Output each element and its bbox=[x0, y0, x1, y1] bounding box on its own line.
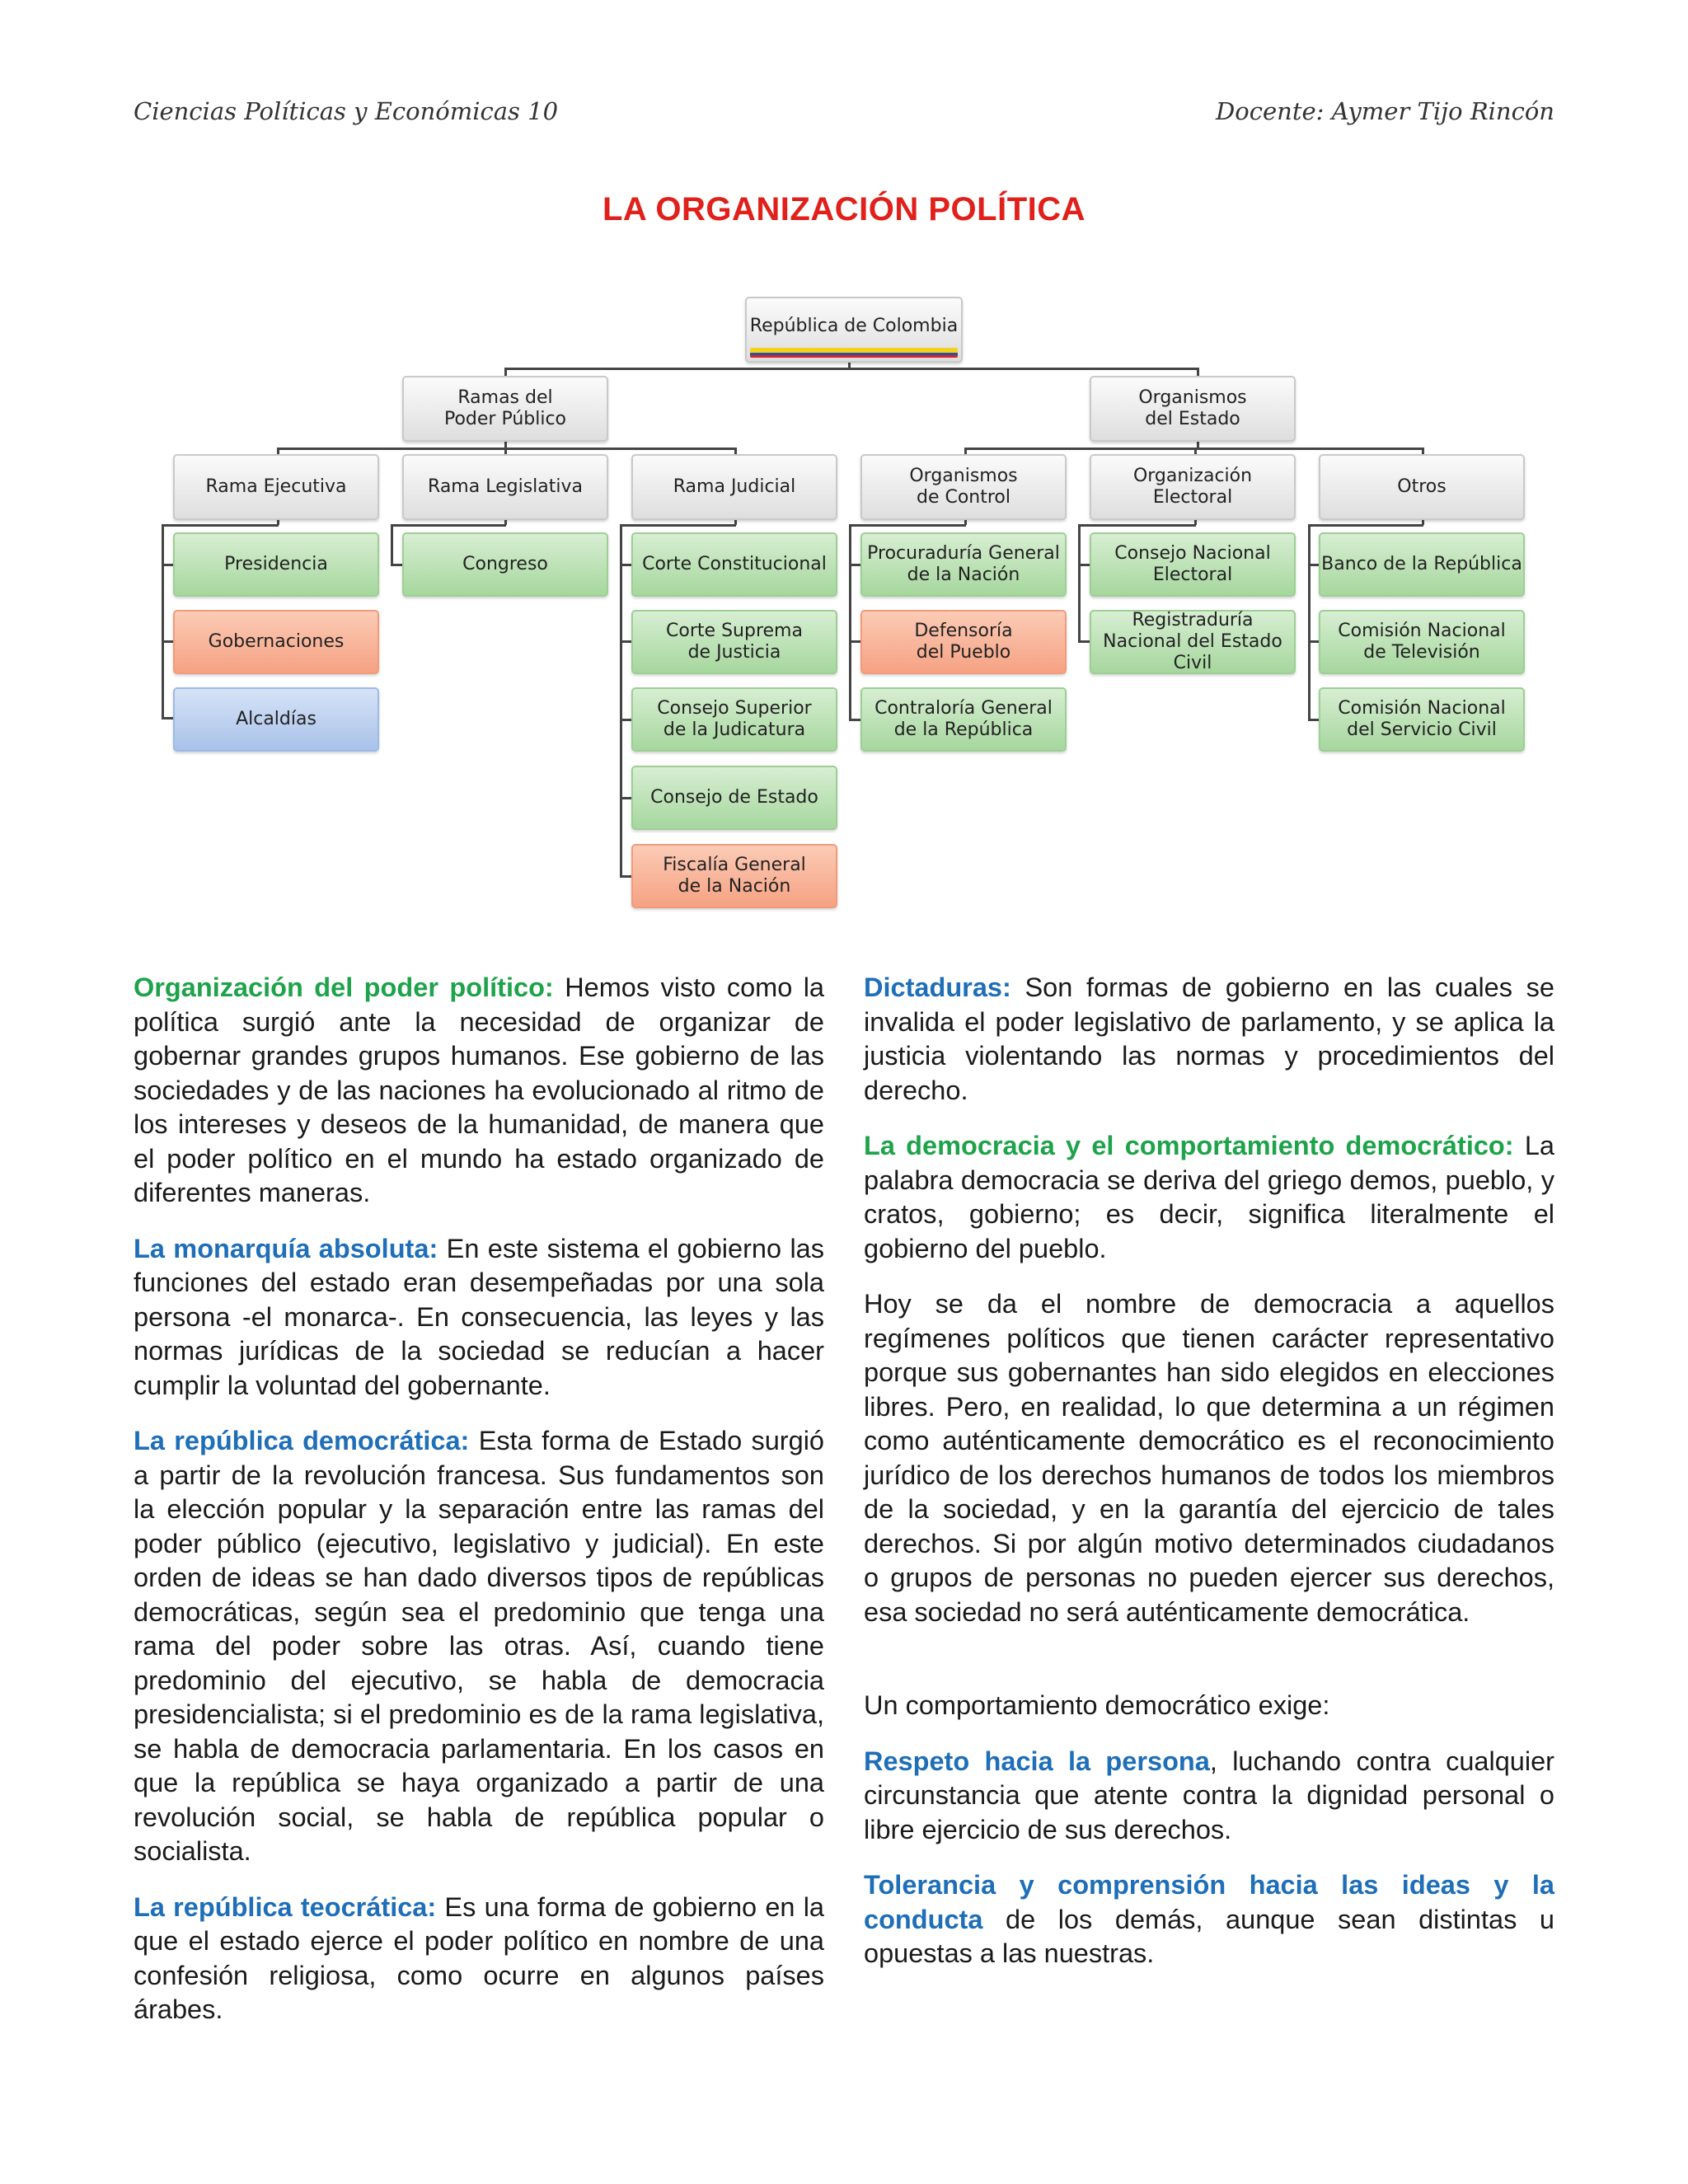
chart-item-label: Fiscalía General de la Nación bbox=[663, 855, 806, 897]
flag-stripe-red bbox=[750, 355, 958, 358]
heading-republica-democratica: La república democrática: bbox=[134, 1426, 470, 1455]
connector bbox=[391, 524, 506, 527]
chart-rama-judicial-label: Rama Judicial bbox=[673, 476, 796, 497]
colombia-flag-icon bbox=[750, 348, 958, 358]
connector bbox=[1078, 564, 1090, 566]
chart-item-fiscalia-general bbox=[631, 844, 837, 908]
body-text: La palabra democracia se deriva del griego demos, pueblo, y cratos, gobierno; es decir, significa literalmente el gobierno del pueblo. bbox=[864, 1131, 1554, 1263]
connector bbox=[620, 564, 631, 566]
chart-item-presidencia bbox=[173, 532, 379, 597]
chart-organizacion-electoral-label: Organización Electoral bbox=[1132, 466, 1253, 508]
connector bbox=[1078, 524, 1196, 527]
paragraph-democracia bbox=[864, 1129, 1554, 1266]
paragraph-tolerancia bbox=[864, 1868, 1554, 1971]
heading-organizacion-poder: Organización del poder político: bbox=[134, 972, 554, 1002]
connector bbox=[1308, 564, 1320, 566]
left-text-column bbox=[134, 971, 824, 2049]
heading-democracia: La democracia y el comportamiento democrático: bbox=[864, 1131, 1514, 1160]
chart-ramas-label: Ramas del Poder Público bbox=[443, 387, 567, 429]
chart-item-contraloria bbox=[860, 687, 1067, 752]
chart-item-label: Banco de la República bbox=[1321, 554, 1522, 574]
connector bbox=[277, 448, 737, 450]
chart-item-consejo-estado bbox=[631, 766, 837, 830]
chart-item-procuraduria bbox=[860, 532, 1067, 597]
chart-item-label: Consejo Nacional Electoral bbox=[1114, 543, 1271, 585]
connector bbox=[1078, 640, 1090, 643]
heading-republica-teocratica: La república teocrática: bbox=[134, 1891, 437, 1922]
chart-organismos-control-label: Organismos de Control bbox=[909, 466, 1018, 508]
chart-item-label: Comisión Nacional del Servicio Civil bbox=[1338, 698, 1506, 740]
chart-item-corte-constitucional bbox=[631, 532, 837, 597]
chart-ramas-poder-publico bbox=[402, 376, 608, 442]
chart-item-label: Presidencia bbox=[224, 554, 328, 574]
connector bbox=[849, 719, 860, 721]
connector bbox=[1078, 524, 1081, 642]
chart-item-label: Procuraduría General de la Nación bbox=[867, 543, 1060, 585]
paragraph-dictaduras bbox=[864, 971, 1554, 1108]
chart-item-congreso bbox=[402, 532, 608, 597]
chart-organizacion-electoral bbox=[1090, 454, 1296, 520]
connector bbox=[162, 564, 173, 566]
connector bbox=[162, 640, 173, 643]
paragraph-republica-democratica bbox=[134, 1424, 824, 1869]
chart-root-label: República de Colombia bbox=[749, 316, 959, 336]
connector bbox=[620, 524, 736, 527]
chart-rama-legislativa bbox=[402, 454, 608, 520]
chart-rama-ejecutiva-label: Rama Ejecutiva bbox=[205, 476, 347, 497]
connector bbox=[162, 524, 164, 719]
body-text: Es una forma de gobierno en la que el estado ejerce el poder político en nombre de una confesión religiosa, como ocurre en algunos países árabes. bbox=[134, 1891, 824, 2024]
chart-item-label: Congreso bbox=[462, 554, 548, 574]
heading-dictaduras: Dictaduras: bbox=[864, 972, 1011, 1002]
connector bbox=[620, 640, 631, 643]
connector bbox=[620, 797, 631, 799]
chart-item-corte-suprema bbox=[631, 610, 837, 674]
chart-item-gobernaciones bbox=[173, 610, 379, 674]
body-text: de los demás, aunque sean distintas u opuestas a las nuestras. bbox=[864, 1904, 1554, 1968]
chart-item-alcaldias bbox=[173, 687, 379, 752]
chart-rama-legislativa-label: Rama Legislativa bbox=[428, 476, 583, 497]
chart-organismos-estado bbox=[1090, 376, 1296, 442]
header-teacher: Docente: Aymer Tijo Rincón bbox=[1216, 97, 1554, 125]
chart-item-label: Registraduría Nacional del Estado Civil bbox=[1103, 610, 1282, 673]
body-text: , luchando contra cualquier circunstancia que atente contra la dignidad personal o libre ejercicio de sus derechos. bbox=[864, 1746, 1554, 1844]
chart-item-label: Alcaldías bbox=[236, 709, 316, 729]
body-text: Son formas de gobierno en las cuales se invalida el poder legislativo de parlamento, y se aplica la justicia violentando las normas y procedimientos del derecho. bbox=[864, 972, 1554, 1105]
header-subject: Ciencias Políticas y Económicas 10 bbox=[134, 97, 559, 125]
body-text: En este sistema el gobierno las funciones del estado eran desempeñadas por una sola persona -el monarca-. En consecuencia, las leyes y las normas jurídicas de la sociedad se reducían a hacer cumplir la voluntad del gobernante. bbox=[134, 1233, 824, 1400]
connector bbox=[849, 640, 860, 643]
connector bbox=[162, 524, 279, 527]
chart-root-republica bbox=[745, 297, 963, 363]
chart-item-consejo-superior-judicatura bbox=[631, 687, 837, 752]
connector bbox=[849, 564, 860, 566]
chart-item-label: Defensoría del Pueblo bbox=[914, 621, 1013, 663]
chart-otros-label: Otros bbox=[1397, 476, 1447, 497]
body-text: Esta forma de Estado surgió a partir de la revolución francesa. Sus fundamentos son la elección popular y la separación entre las ramas del poder público (ejecutivo, legislativo y judicial). En este orden de ideas se han dado diversos tipos de repúblicas democráticas, según sea el predominio que tenga una rama del poder sobre las otras. Así, cuando tiene predominio del ejecutivo, se habla de democracia presidencialista; si el predominio es de la rama legislativa, se habla de democracia parlamentaria. En los casos en que la república se haya organizado a partir de una revolución social, se habla de república popular o socialista. bbox=[134, 1426, 825, 1866]
connector bbox=[1308, 524, 1423, 527]
chart-organismos-control bbox=[860, 454, 1067, 520]
body-text: Hemos visto como la política surgió ante la necesidad de organizar de gobernar grandes grupos humanos. Ese gobierno de las sociedades y de las naciones ha evolucionado al ritmo de los intereses y deseos de la humanidad, de manera que el poder político en el mundo ha estado organizado de diferentes maneras. bbox=[134, 972, 825, 1207]
connector bbox=[1308, 524, 1311, 720]
chart-item-label: Consejo de Estado bbox=[650, 787, 818, 808]
paragraph-monarquia bbox=[134, 1232, 824, 1404]
paragraph-democracia-definicion: Hoy se da el nombre de democracia a aquellos regímenes políticos que tienen carácter representativo porque sus gobernantes han sido elegidos en elecciones libres. Pero, en realidad, lo que determina a un régimen como auténticamente democrático es el reconocimiento jurídico de los derechos humanos de todos los miembros de la sociedad, y en la garantía del ejercicio de tales derechos. Si por algún motivo determinados ciudadanos o grupos de personas no pueden ejercer sus derechos, esa sociedad no será auténticamente democrática. bbox=[864, 1289, 1554, 1627]
connector bbox=[391, 564, 402, 566]
heading-tolerancia: Tolerancia y comprensión hacia las ideas y la conducta bbox=[864, 1870, 1554, 1934]
chart-otros bbox=[1319, 454, 1525, 520]
chart-organismos-label: Organismos del Estado bbox=[1138, 387, 1247, 429]
chart-item-label: Comisión Nacional de Televisión bbox=[1338, 621, 1506, 663]
paragraph-comportamiento-intro: Un comportamiento democrático exige: bbox=[864, 1690, 1330, 1720]
connector bbox=[620, 719, 631, 721]
chart-rama-ejecutiva bbox=[173, 454, 379, 520]
chart-item-label: Contraloría General de la República bbox=[874, 698, 1053, 740]
chart-item-registraduria bbox=[1090, 610, 1296, 674]
connector bbox=[162, 717, 173, 719]
connector bbox=[1308, 719, 1320, 721]
org-chart bbox=[0, 0, 1688, 923]
connector bbox=[504, 368, 1198, 370]
chart-item-consejo-nacional-electoral bbox=[1090, 532, 1296, 597]
page-title: LA ORGANIZACIÓN POLÍTICA bbox=[602, 191, 1086, 227]
connector bbox=[1308, 640, 1320, 643]
chart-item-comision-television bbox=[1319, 610, 1525, 674]
connector bbox=[849, 524, 966, 527]
paragraph-organizacion-poder bbox=[134, 971, 824, 1211]
chart-rama-judicial bbox=[631, 454, 837, 520]
chart-item-defensoria bbox=[860, 610, 1067, 674]
right-text-column bbox=[864, 971, 1554, 1993]
paragraph-republica-teocratica bbox=[134, 1891, 824, 2027]
connector bbox=[620, 875, 631, 878]
chart-item-label: Consejo Superior de la Judicatura bbox=[657, 698, 812, 740]
connector bbox=[849, 524, 851, 720]
chart-item-banco-republica bbox=[1319, 532, 1525, 597]
paragraph-respeto bbox=[864, 1745, 1554, 1848]
chart-item-label: Corte Suprema de Justicia bbox=[666, 621, 803, 663]
connector bbox=[620, 524, 622, 877]
heading-respeto: Respeto hacia la persona bbox=[864, 1746, 1210, 1776]
chart-item-comision-servicio-civil bbox=[1319, 687, 1525, 752]
chart-item-label: Gobernaciones bbox=[208, 631, 345, 652]
heading-monarquia: La monarquía absoluta: bbox=[134, 1233, 438, 1263]
chart-item-label: Corte Constitucional bbox=[642, 554, 827, 574]
connector bbox=[391, 524, 393, 565]
